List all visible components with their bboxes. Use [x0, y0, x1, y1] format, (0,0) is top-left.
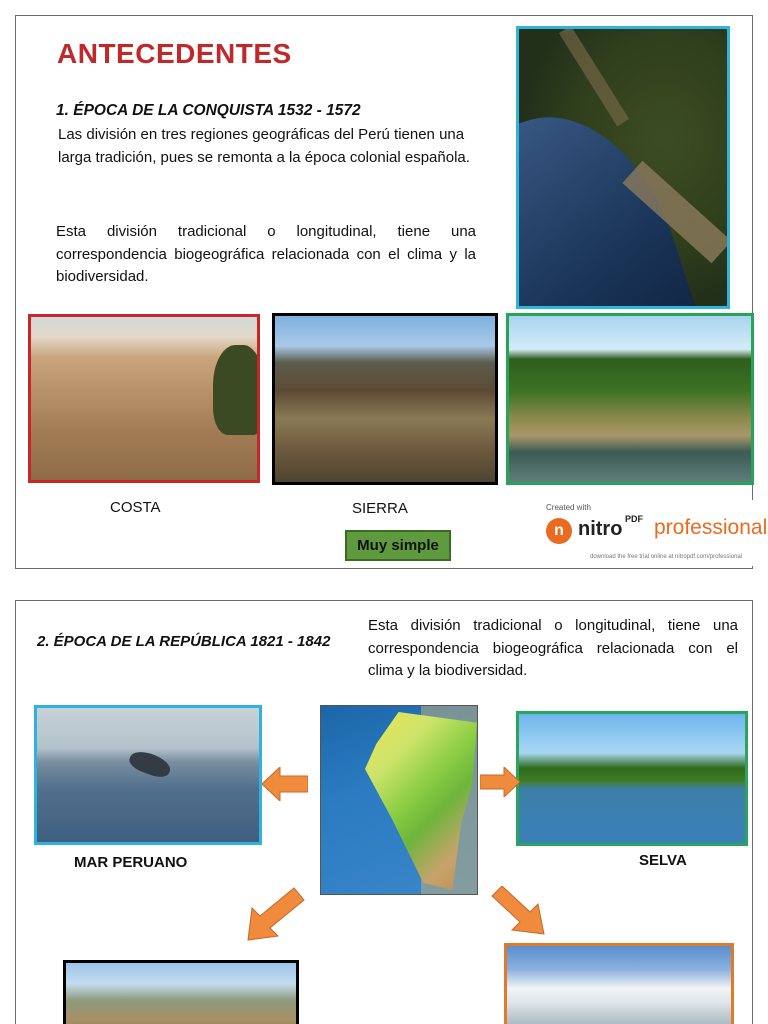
nitro-brand: nitro — [578, 518, 623, 540]
paragraph-division-biogeografica: Esta división tradicional o longitudinal, tiene una correspondencia biogeográfica relacionada con el clima y la biodiversidad. — [56, 223, 476, 285]
nitro-pdf-superscript: PDF — [625, 514, 643, 524]
down-right-arrow-icon — [490, 886, 546, 936]
caption-sierra: SIERRA — [352, 500, 408, 517]
caption-selva: SELVA — [639, 852, 687, 869]
sierra-valley-image — [272, 313, 498, 485]
costa-desert-image — [28, 314, 260, 483]
right-arrow-icon — [480, 767, 520, 797]
caption-mar-peruano: MAR PERUANO — [74, 854, 188, 871]
paragraph-republica: Esta división tradicional o longitudinal, tiene una correspondencia biogeográfica relacionada con el clima y la biodiversidad. — [368, 617, 738, 679]
nitro-trial-note: download the free trial online at nitropdf.com/professional — [590, 554, 743, 560]
satellite-map-image — [516, 26, 730, 309]
nitro-edition: professional — [654, 516, 768, 539]
down-left-arrow-icon — [246, 886, 306, 942]
caption-costa: COSTA — [110, 499, 161, 516]
slide-republica — [15, 600, 753, 1024]
mar-peruano-image — [34, 705, 262, 845]
paragraph-division-tradicion: Las división en tres regiones geográficas del Perú tienen una larga tradición, pues se remonta a la época colonial española. — [58, 126, 470, 166]
peru-regions-map-image — [320, 705, 478, 895]
left-arrow-icon — [262, 767, 308, 801]
section-heading-conquista: 1. ÉPOCA DE LA CONQUISTA 1532 - 1572 — [56, 102, 361, 119]
dolphin-shape — [127, 747, 173, 780]
slide-title: ANTECEDENTES — [57, 38, 292, 69]
section-heading-republica: 2. ÉPOCA DE LA REPÚBLICA 1821 - 1842 — [37, 633, 331, 650]
nitro-watermark — [530, 500, 768, 566]
costa-city-image — [63, 960, 299, 1024]
muy-simple-button[interactable]: Muy simple — [345, 530, 451, 561]
nitro-logo-icon: n — [546, 518, 572, 544]
selva-forest-image — [506, 313, 754, 485]
sierra-mountain-image — [504, 943, 734, 1024]
slide-antecedentes — [15, 15, 753, 569]
created-with-label: Created with — [546, 503, 591, 512]
selva-river-image — [516, 711, 748, 846]
